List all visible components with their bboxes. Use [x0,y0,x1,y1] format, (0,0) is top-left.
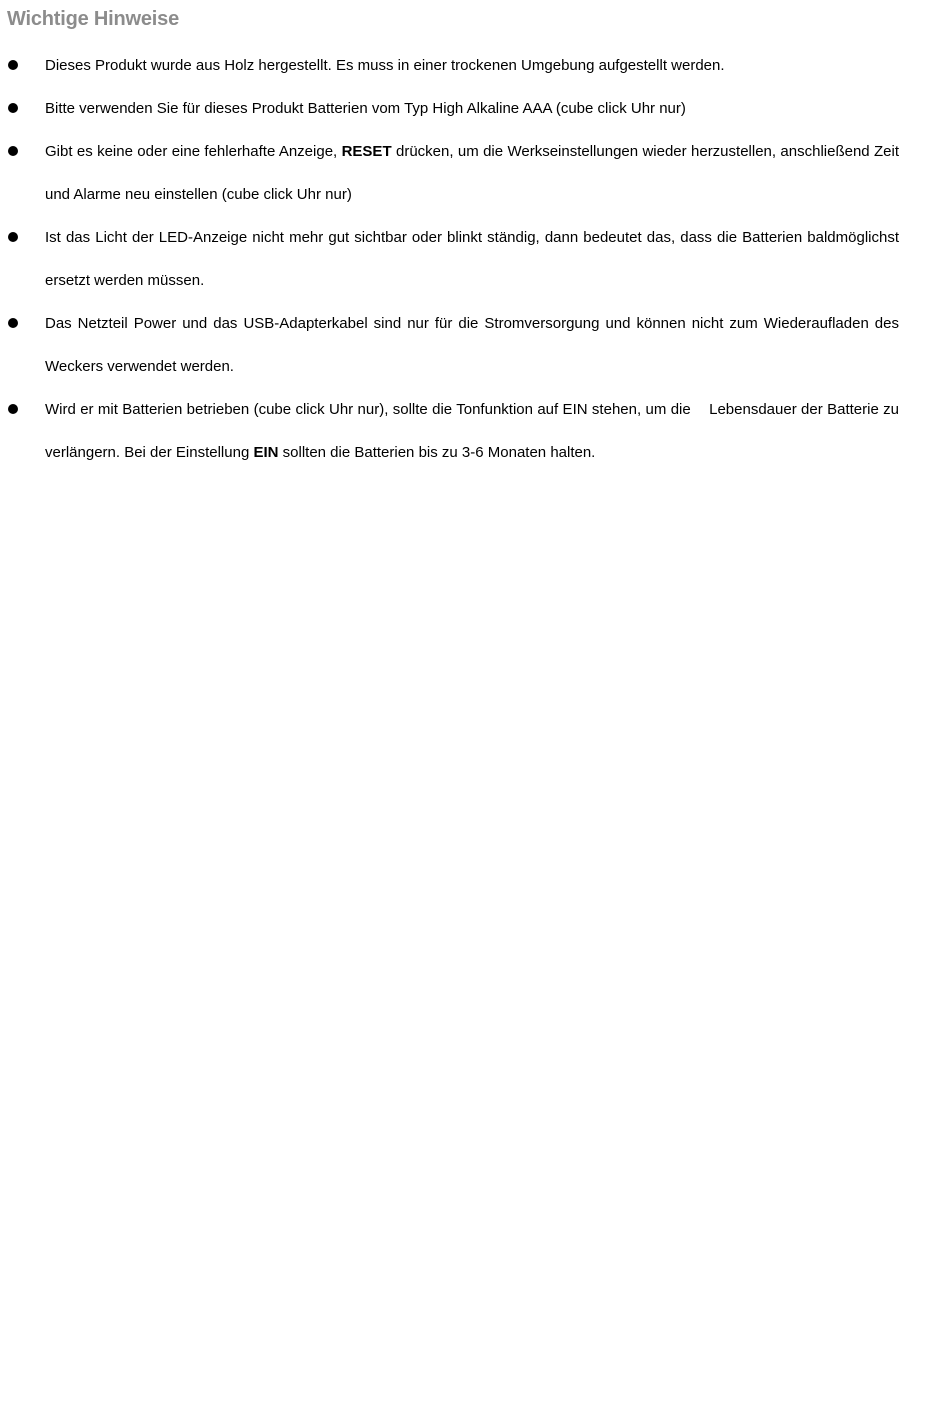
note-text: Ist das Licht der LED-Anzeige nicht mehr gut sichtbar oder blinkt ständig, dann bedeutet das, dass die Batterien baldmöglichst ersetzt werden müssen. [45,229,899,289]
notes-list [0,44,950,474]
note-text: Das Netzteil Power und das USB-Adapterkabel sind nur für die Stromversorgung und können nicht zum Wiederaufladen des Weckers verwendet werden. [45,315,899,375]
bullet-icon [8,146,18,156]
note-item [0,302,899,388]
note-text-before: Wird er mit Batterien betrieben (cube click Uhr nur), sollte die Tonfunktion auf EIN stehen, um die [45,401,691,418]
note-text: Dieses Produkt wurde aus Holz hergestellt. Es muss in einer trockenen Umgebung aufgestellt werden. [45,57,725,74]
bullet-icon [8,232,18,242]
note-text: Bitte verwenden Sie für dieses Produkt Batterien vom Typ High Alkaline AAA (cube click Uhr nur) [45,100,686,117]
page-title: Wichtige Hinweise [7,8,180,30]
note-item [0,87,899,130]
note-item [0,216,899,302]
reset-keyword: RESET [341,143,392,160]
note-text-before: Gibt es keine oder eine fehlerhafte Anzeige, [45,143,338,160]
ein-keyword: EIN [253,444,279,461]
note-text-after: drücken, um die Werkseinstellungen wieder herzustellen, anschließend Zeit und Alarme neu einstellen (cube click Uhr nur) [45,143,900,203]
note-item [0,130,899,216]
bullet-icon [8,103,18,113]
bullet-icon [8,60,18,70]
bullet-icon [8,318,18,328]
note-text-middle: Lebensdauer der Batterie zu verlängern. Bei der Einstellung [45,401,900,461]
note-item [0,44,899,87]
bullet-icon [8,404,18,414]
note-item [0,388,899,474]
note-text-after: sollten die Batterien bis zu 3-6 Monaten halten. [282,444,596,461]
